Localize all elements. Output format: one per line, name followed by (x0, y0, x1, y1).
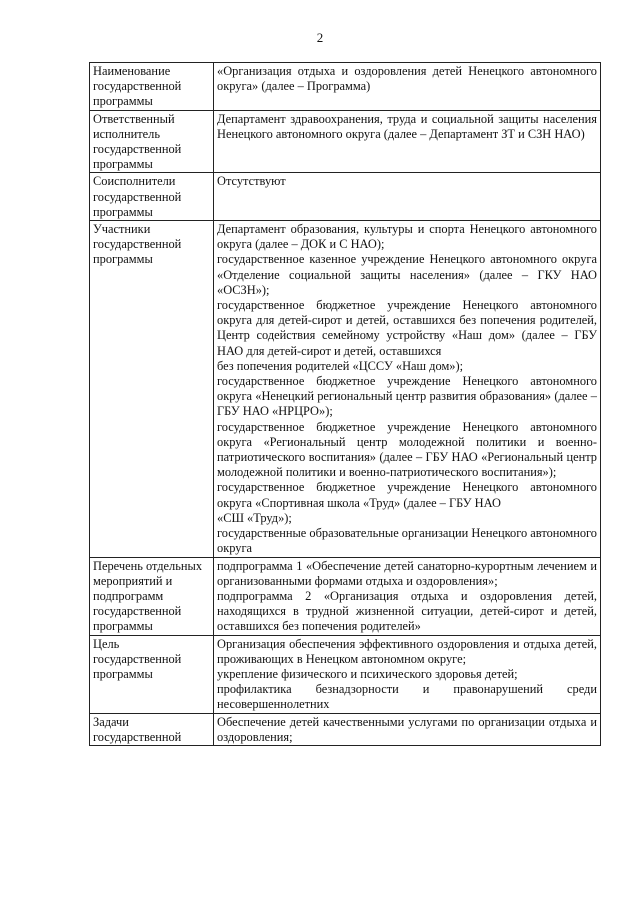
value-paragraph: государственное бюджетное учреждение Ненецкого автономного округа «Спортивная школа «Труд» (далее – ГБУ НАО (217, 480, 597, 510)
value-paragraph: государственное казенное учреждение Ненецкого автономного округа «Отделение социальной защиты населения» (далее – ГКУ НАО «ОСЗН»); (217, 252, 597, 297)
row-label: Ответственный исполнитель государственной программы (90, 110, 214, 173)
page-number: 2 (316, 30, 324, 45)
row-value (214, 713, 601, 745)
row-label: Перечень отдельных мероприятий и подпрограмм государственной программы (90, 557, 214, 635)
value-paragraph: Департамент здравоохранения, труда и социальной защиты населения Ненецкого автономного округа (далее – Департамент ЗТ и СЗН НАО) (217, 111, 597, 141)
passport-table-body (90, 63, 601, 746)
value-paragraph: «Организация отдыха и оздоровления детей Ненецкого автономного округа» (далее – Программа) (217, 64, 597, 94)
value-paragraph: государственное бюджетное учреждение Ненецкого автономного округа «Ненецкий региональный центр развития образования» (далее – ГБУ НАО «НРЦРО»); (217, 374, 597, 419)
program-passport-table (89, 62, 601, 746)
table-row (90, 173, 601, 221)
value-paragraph: подпрограмма 1 «Обеспечение детей санаторно-курортным лечением и организованными формами отдыха и оздоровления»; (217, 558, 597, 588)
value-paragraph: государственное бюджетное учреждение Ненецкого автономного округа «Региональный центр молодежной политики и военно-патриотического воспитания» (далее – ГБУ НАО «Региональный центр молодежной политики и военно-патриотического воспитания»); (217, 419, 597, 480)
value-paragraph: государственное бюджетное учреждение Ненецкого автономного округа для детей-сирот и детей, оставшихся без попечения родителей, Центр содействия семейному устройству «Наш дом» (далее – ГБУ НАО для детей-сирот и детей, оставшихся (217, 298, 597, 358)
value-paragraph: без попечения родителей «ЦССУ «Наш дом»); (217, 358, 464, 373)
table-row (90, 63, 601, 111)
table-row (90, 110, 601, 173)
row-value (214, 635, 601, 713)
row-value (214, 557, 601, 635)
row-label: Цель государственной программы (90, 635, 214, 713)
value-paragraph: «СШ «Труд»); (217, 510, 292, 525)
value-paragraph: профилактика безнадзорности и правонарушений среди несовершеннолетних (217, 682, 597, 712)
row-label: Участники государственной программы (90, 221, 214, 557)
table-row (90, 635, 601, 713)
row-value (214, 221, 601, 557)
table-row (90, 221, 601, 557)
value-paragraph: Отсутствуют (217, 174, 286, 189)
row-value (214, 63, 601, 111)
row-value (214, 173, 601, 221)
value-paragraph: Организация обеспечения эффективного оздоровления и отдыха детей, проживающих в Ненецком автономном округе; (217, 636, 597, 666)
row-label: Задачи государственной (90, 713, 214, 745)
table-row (90, 557, 601, 635)
value-paragraph: Департамент образования, культуры и спорта Ненецкого автономного округа (далее – ДОК и С НАО); (217, 222, 597, 252)
table-row (90, 713, 601, 745)
row-label: Наименование государственной программы (90, 63, 214, 111)
row-label: Соисполнители государственной программы (90, 173, 214, 221)
value-paragraph: Обеспечение детей качественными услугами по организации отдыха и оздоровления; (217, 714, 597, 744)
value-paragraph: государственные образовательные организации Ненецкого автономного округа (217, 526, 597, 556)
value-paragraph: подпрограмма 2 «Организация отдыха и оздоровления детей, находящихся в трудной жизненной ситуации, детей-сирот и детей, оставшихся без попечения родителей» (217, 588, 597, 634)
row-value (214, 110, 601, 173)
value-paragraph: укрепление физического и психического здоровья детей; (217, 666, 518, 681)
